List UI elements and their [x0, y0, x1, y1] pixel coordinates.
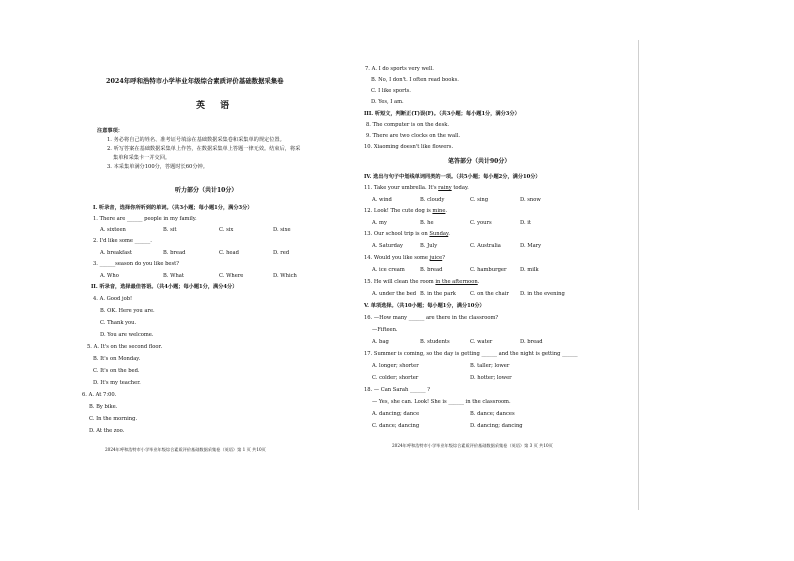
question-16-answer: —Fifteen. [372, 327, 398, 333]
notice-3: 3. 本采集单满分100分，答题时长60分钟。 [107, 164, 208, 170]
right-page [358, 0, 590, 561]
question-18-options-row1 [372, 411, 515, 418]
question-17-options-row1 [372, 363, 509, 370]
option-b: B. July [420, 243, 438, 249]
option-a: A. under the bed [372, 291, 417, 297]
question-16: 16. —How many ______ are there in the classroom? [364, 315, 499, 321]
question-13-options [372, 243, 541, 250]
option-b: B. bread [163, 250, 186, 256]
question-2-options [100, 250, 289, 257]
option-a: A. longer; shorter [372, 363, 419, 369]
question-7-d: D. Yes, I am. [371, 99, 404, 105]
option-c: C. Australia [470, 243, 501, 249]
section-5-heading: V. 单项选择。（共10小题；每小题1分，满分10分） [364, 303, 485, 309]
option-c: C. six [219, 227, 234, 233]
question-5: 5. A. It's on the second floor. [87, 344, 163, 350]
question-2: 2. I'd like some ______. [93, 238, 152, 244]
option-d: D. Which [273, 273, 297, 279]
option-d: D. dancing; dancing [470, 423, 523, 429]
page-fold-divider [638, 40, 639, 510]
listening-heading: 听力部分（共计10分） [175, 187, 238, 194]
option-b: B. in the park [420, 291, 456, 297]
question-1: 1. There are ______ people in my family. [93, 216, 197, 222]
option-d: D. snow [520, 197, 541, 203]
question-4-d: D. You are welcome. [100, 332, 154, 338]
option-c: C. hamburger [470, 267, 507, 273]
question-18-answer: — Yes, she can. Look! She is ______ in the classroom. [372, 399, 511, 405]
notice-2-cont: 集单和采集卡一并交回。 [113, 155, 171, 161]
option-a: A. sixteen [100, 227, 126, 233]
notice-1: 1. 务必将自己的姓名、准考证号填涂在基础数据采集卷和采集单的规定位置。 [107, 137, 285, 143]
left-page [80, 0, 325, 561]
question-17-options-row2 [372, 375, 512, 382]
question-11: 11. Take your umbrella. It's rainy today. [364, 185, 469, 191]
question-4-c: C. Thank you. [100, 320, 137, 326]
question-8: 8. The computer is on the desk. [366, 122, 450, 128]
question-6-c: C. In the morning. [89, 416, 138, 422]
notice-heading: 注意事项： [97, 128, 123, 134]
question-1-options [100, 227, 291, 234]
question-3: 3. ______season do you like best? [93, 261, 179, 267]
option-a: A. bag [372, 339, 389, 345]
question-5-b: B. It's on Monday. [93, 356, 141, 362]
question-18: 18. — Can Sarah ______ ? [364, 387, 430, 393]
question-12: 12. Look! The cute dog is mine. [364, 208, 448, 214]
option-a: A. breakfast [100, 250, 132, 256]
question-10: 10. Xiaoming doesn't like flowers. [364, 144, 454, 150]
option-c: C. sing [470, 197, 489, 203]
option-c: C. on the chair [470, 291, 509, 297]
option-b: B. students [420, 339, 450, 345]
option-d: D. it [520, 220, 532, 226]
option-a: A. my [372, 220, 387, 226]
option-b: B. he [420, 220, 434, 226]
question-14-options [372, 267, 539, 274]
option-b: B. sit [163, 227, 177, 233]
option-d: D. sixe [273, 227, 291, 233]
option-d: D. red [273, 250, 290, 256]
question-14: 14. Would you like some juice? [364, 255, 445, 261]
option-c: C. yours [470, 220, 492, 226]
option-b: B. taller; lower [470, 363, 510, 369]
section-3-heading: III. 听短文，判断正(T)误(F)。（共3小题；每小题1分，满分3分） [364, 111, 520, 117]
question-7-b: B. No, I don't. I often read books. [371, 77, 459, 83]
question-15-options [372, 291, 565, 298]
option-a: A. wind [372, 197, 392, 203]
subject-title: 英 语 [196, 101, 236, 111]
option-c: C. head [219, 250, 239, 256]
option-a: A. dancing; dance [372, 411, 420, 417]
option-b: B. bread [420, 267, 443, 273]
option-d: D. Mary [520, 243, 542, 249]
question-3-options [100, 273, 297, 280]
question-7-c: C. I like sports. [371, 88, 411, 94]
question-12-options [372, 220, 531, 227]
question-6-d: D. At the zoo. [89, 428, 125, 434]
page-footer: 2024年呼和浩特市小学毕业年级综合素质评价基础数据采集卷（英语）第 1 页 共10页 [105, 447, 266, 452]
option-c: C. dance; dancing [372, 423, 420, 429]
option-a: A. ice cream [372, 267, 405, 273]
question-9: 9. There are two clocks on the wall. [366, 133, 461, 139]
option-c: C. colder; shorter [372, 375, 419, 381]
option-d: D. milk [520, 267, 539, 273]
question-18-options-row2 [372, 423, 523, 430]
option-d: D. bread [520, 339, 543, 345]
question-4-b: B. OK. Here you are. [100, 308, 155, 314]
option-d: D. in the evening [520, 291, 565, 297]
question-11-options [372, 197, 541, 204]
question-5-c: C. It's on the bed. [93, 368, 140, 374]
option-b: B. dance; dances [470, 411, 515, 417]
section-2-heading: II. 听录音，选择最佳答语。（共4小题；每小题1分，满分4分） [91, 284, 238, 290]
option-c: C. Where [219, 273, 244, 279]
question-5-d: D. It's my teacher. [93, 380, 141, 386]
question-6-b: B. By bike. [89, 404, 118, 410]
section-1-heading: I. 听录音，选择你所听到的单词。（共3小题；每小题1分，满分3分） [93, 205, 253, 211]
page-footer: 2024年呼和浩特市小学毕业年级综合素质评价基础数据采集卷（英语）第 3 页 共10页 [392, 443, 553, 448]
notice-2: 2. 听写答案在基础数据采集单上作答，在数据采集单上答题一律无效。结束后，将采 [107, 146, 301, 152]
option-d: D. hotter; lower [470, 375, 512, 381]
option-a: A. Saturday [372, 243, 403, 249]
option-b: B. cloudy [420, 197, 445, 203]
question-15: 15. He will clean the room in the afternoon. [364, 279, 480, 285]
written-heading: 笔答部分（共计90分） [448, 158, 511, 165]
question-16-options [372, 339, 543, 346]
question-4: 4. A. Good job! [93, 296, 133, 302]
question-7: 7. A. I do sports very well. [365, 66, 434, 72]
exam-title: 2024年呼和浩特市小学毕业年级综合素质评价基础数据采集卷 [106, 77, 284, 85]
question-17: 17. Summer is coming, so the day is getting ______ and the night is getting ______ [364, 351, 578, 357]
option-b: B. What [163, 273, 184, 279]
question-13: 13. Our school trip is on Sunday. [364, 231, 450, 237]
option-a: A. Who [100, 273, 119, 279]
option-c: C. water [470, 339, 493, 345]
section-4-heading: IV. 选出与句子中划线单词同类的一项。（共5小题；每小题2分，满分10分） [364, 174, 541, 180]
question-6: 6. A. At 7:00. [82, 392, 117, 398]
